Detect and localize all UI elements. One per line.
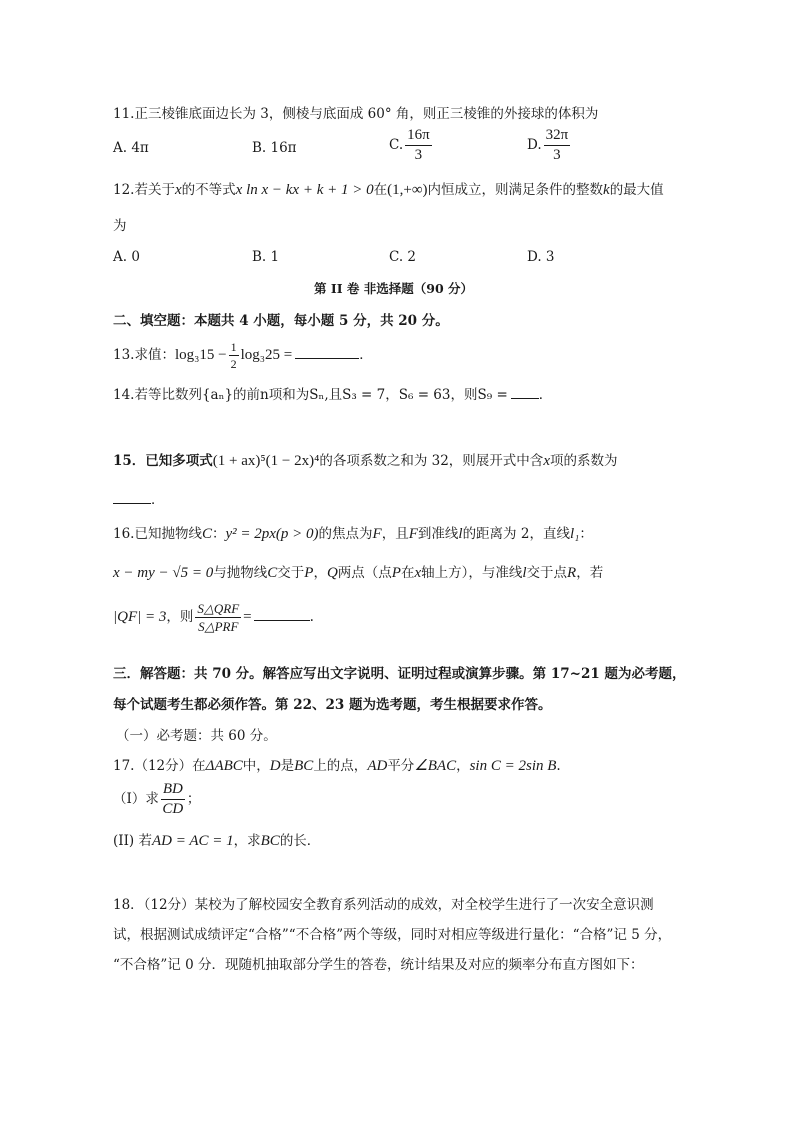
q16-text: 到准线 — [417, 526, 459, 542]
required-subheading: （一）必考题：共 60 分。 — [116, 728, 277, 744]
frac-numerator: 1 — [230, 340, 237, 354]
q17-text: ， — [456, 758, 470, 774]
var-D: D — [269, 758, 281, 774]
frac-numerator: S△QRF — [197, 601, 240, 616]
var-P: P — [391, 565, 401, 581]
frac-denominator: S△PRF — [198, 619, 239, 634]
q13 — [113, 341, 373, 370]
var-l: l — [522, 565, 527, 581]
q15-answer-blank[interactable] — [113, 489, 151, 504]
q17-text: 17.（12分）在 — [113, 758, 206, 774]
q15-line2 — [113, 489, 165, 510]
q16-suffix: . — [309, 609, 314, 625]
var-k: k — [603, 182, 610, 198]
q11-option-c-fraction — [405, 128, 432, 163]
q15-text: 项的系数为 — [549, 453, 618, 469]
q17-text: 中， — [242, 758, 270, 774]
q16-text: 两点（点 — [337, 565, 392, 581]
q16-text: ： — [212, 526, 226, 542]
q16-area-ratio — [195, 602, 241, 633]
q15-polynomial: (1 + ax)⁵(1 − 2x)⁴ — [212, 453, 320, 469]
q12-option-a: A. 0 — [113, 249, 140, 265]
var-AD: AD — [367, 758, 388, 774]
q17-part1-label: （I）求 — [113, 791, 159, 807]
solve-heading-line1: 三．解答题：共 70 分。解答应写出文字说明、证明过程或演算步骤。第 17~21 题为必考题， — [113, 666, 686, 682]
q16-text: ： — [579, 526, 593, 542]
q12-text: 12.若关于 — [113, 182, 175, 198]
q11-option-c-label: C. — [389, 137, 404, 153]
q16-qf-eq: |QF| = 3 — [113, 609, 167, 625]
var-C: C — [201, 526, 212, 542]
var-x: x — [174, 182, 182, 198]
var-x: x — [543, 453, 550, 469]
q16-text: 的焦点为 — [318, 526, 373, 542]
q16-text: 的距离为 2，直线 — [462, 526, 570, 542]
q18-line2: 试，根据测试成绩评定“合格”“不合格”两个等级，同时对相应等级进行量化：“合格”记 5 分， — [113, 927, 672, 943]
q15-line1 — [113, 451, 617, 471]
frac-numerator: BD — [161, 782, 185, 800]
q15-text: 15．已知多项式 — [113, 453, 213, 469]
q12-interval: (1,+∞) — [387, 182, 428, 198]
q16-text: ，且 — [381, 526, 409, 542]
var-BC: BC — [260, 833, 280, 849]
q17-bd-cd-fraction — [161, 782, 185, 817]
q17-angle: ∠BAC — [414, 758, 457, 774]
q11-option-d-fraction — [544, 128, 571, 163]
q13-half — [229, 341, 239, 370]
q17-text: ，求 — [233, 833, 261, 849]
q18-line3: “不合格”记 0 分．现随机抽取部分学生的答卷，统计结果及对应的频率分布直方图如下： — [113, 957, 644, 973]
q12-text: 在 — [373, 182, 388, 198]
q17-stem — [113, 756, 561, 776]
q11-stem: 11.正三棱锥底面边长为 3，侧棱与底面成 60° 角，则正三棱锥的外接球的体积为 — [113, 106, 599, 122]
q15-suffix: ． — [151, 492, 165, 508]
q12-text: 的最大值 — [609, 182, 664, 198]
q11-option-d — [527, 128, 572, 163]
var-Q: Q — [326, 565, 338, 581]
var-l: l — [458, 526, 463, 542]
var-l1: l₁ — [569, 526, 580, 542]
frac-denominator: CD — [162, 801, 184, 817]
q13-suffix: ． — [359, 347, 373, 363]
q16-text: 轴上方），与准线 — [421, 565, 523, 581]
var-R: R — [567, 565, 577, 581]
q16-text: 交于 — [277, 565, 305, 581]
q12-option-d: D. 3 — [527, 249, 555, 265]
frac-numerator: 16π — [405, 128, 432, 146]
q12-option-c: C. 2 — [389, 249, 417, 265]
q12-line2: 为 — [113, 218, 127, 234]
q14 — [113, 384, 552, 405]
q13-label: 13.求值： — [113, 347, 175, 363]
q14-text: 14.若等比数列{aₙ}的前n项和为Sₙ,且S₃ = 7，S₆ = 63，则S₉ = — [113, 387, 508, 403]
q14-answer-blank[interactable] — [511, 384, 539, 399]
q11-option-a: A. 4π — [113, 140, 149, 156]
q11-option-b: B. 16π — [252, 140, 297, 156]
fill-in-heading: 二、填空题：本题共 4 小题，每小题 5 分，共 20 分。 — [113, 313, 449, 329]
q17-part2-label: (II) 若 — [113, 833, 152, 849]
var-x: x — [414, 565, 422, 581]
q12-option-b: B. 1 — [252, 249, 280, 265]
q15-text: 的各项系数之和为 32，则展开式中含 — [319, 453, 544, 469]
q14-suffix: ． — [538, 387, 553, 403]
frac-numerator: 32π — [544, 128, 571, 146]
frac-denominator: 3 — [553, 147, 561, 163]
q13-expr: log₃15 − — [174, 347, 227, 363]
var-BC: BC — [294, 758, 314, 774]
q12-text: 的不等式 — [181, 182, 236, 198]
frac-denominator: 3 — [414, 147, 423, 163]
var-F: F — [408, 526, 418, 542]
q12-line1 — [113, 180, 664, 200]
q17-text: 是 — [280, 758, 295, 774]
q17-part2 — [113, 831, 320, 851]
q17-equality: AD = AC = 1 — [152, 833, 234, 849]
q16-line2 — [113, 563, 603, 583]
q17-sine-eq: sin C = 2sin B — [469, 758, 557, 774]
q16-text: ， — [313, 565, 327, 581]
q17-part1 — [113, 782, 200, 817]
q12-text: 内恒成立，则满足条件的整数 — [427, 182, 604, 198]
var-C: C — [267, 565, 278, 581]
q16-text: ，则 — [166, 609, 194, 625]
q11-option-c — [389, 128, 434, 163]
q16-answer-blank[interactable] — [254, 606, 310, 621]
q16-line3 — [113, 602, 314, 633]
q16-equals: = — [243, 609, 252, 625]
q16-line1 — [113, 524, 593, 544]
q11-option-d-label: D. — [527, 137, 542, 153]
q13-expr: log₃25 = — [240, 347, 293, 363]
q17-triangle: ΔABC — [205, 758, 243, 774]
var-F: F — [372, 526, 382, 542]
q16-text: 与抛物线 — [213, 565, 268, 581]
q17-text: 平分 — [387, 758, 415, 774]
q16-parabola-eq: y² = 2px(p > 0) — [225, 526, 319, 542]
q18-line1: 18．（12分）某校为了解校园安全教育系列活动的成效，对全校学生进行了一次安全意识测 — [113, 897, 654, 913]
q16-text: ，若 — [576, 565, 604, 581]
q16-text: 16.已知抛物线 — [113, 526, 202, 542]
solve-heading-line2: 每个试题考生都必须作答。第 22、23 题为选考题，考生根据要求作答。 — [113, 697, 552, 713]
q17-text: ； — [186, 791, 201, 807]
var-P: P — [304, 565, 314, 581]
part2-title: 第 II 卷 非选择题（90 分） — [314, 281, 473, 296]
q17-text: . — [556, 758, 561, 774]
frac-denominator: 2 — [230, 357, 237, 371]
q16-line-eq: x − my − √5 = 0 — [113, 565, 214, 581]
q16-text: 在 — [400, 565, 415, 581]
q12-inequality: x ln x − kx + k + 1 > 0 — [235, 182, 374, 198]
q17-text: 的长． — [279, 833, 321, 849]
q16-text: 交于点 — [526, 565, 568, 581]
q17-text: 上的点， — [313, 758, 368, 774]
q13-answer-blank[interactable] — [295, 344, 359, 359]
